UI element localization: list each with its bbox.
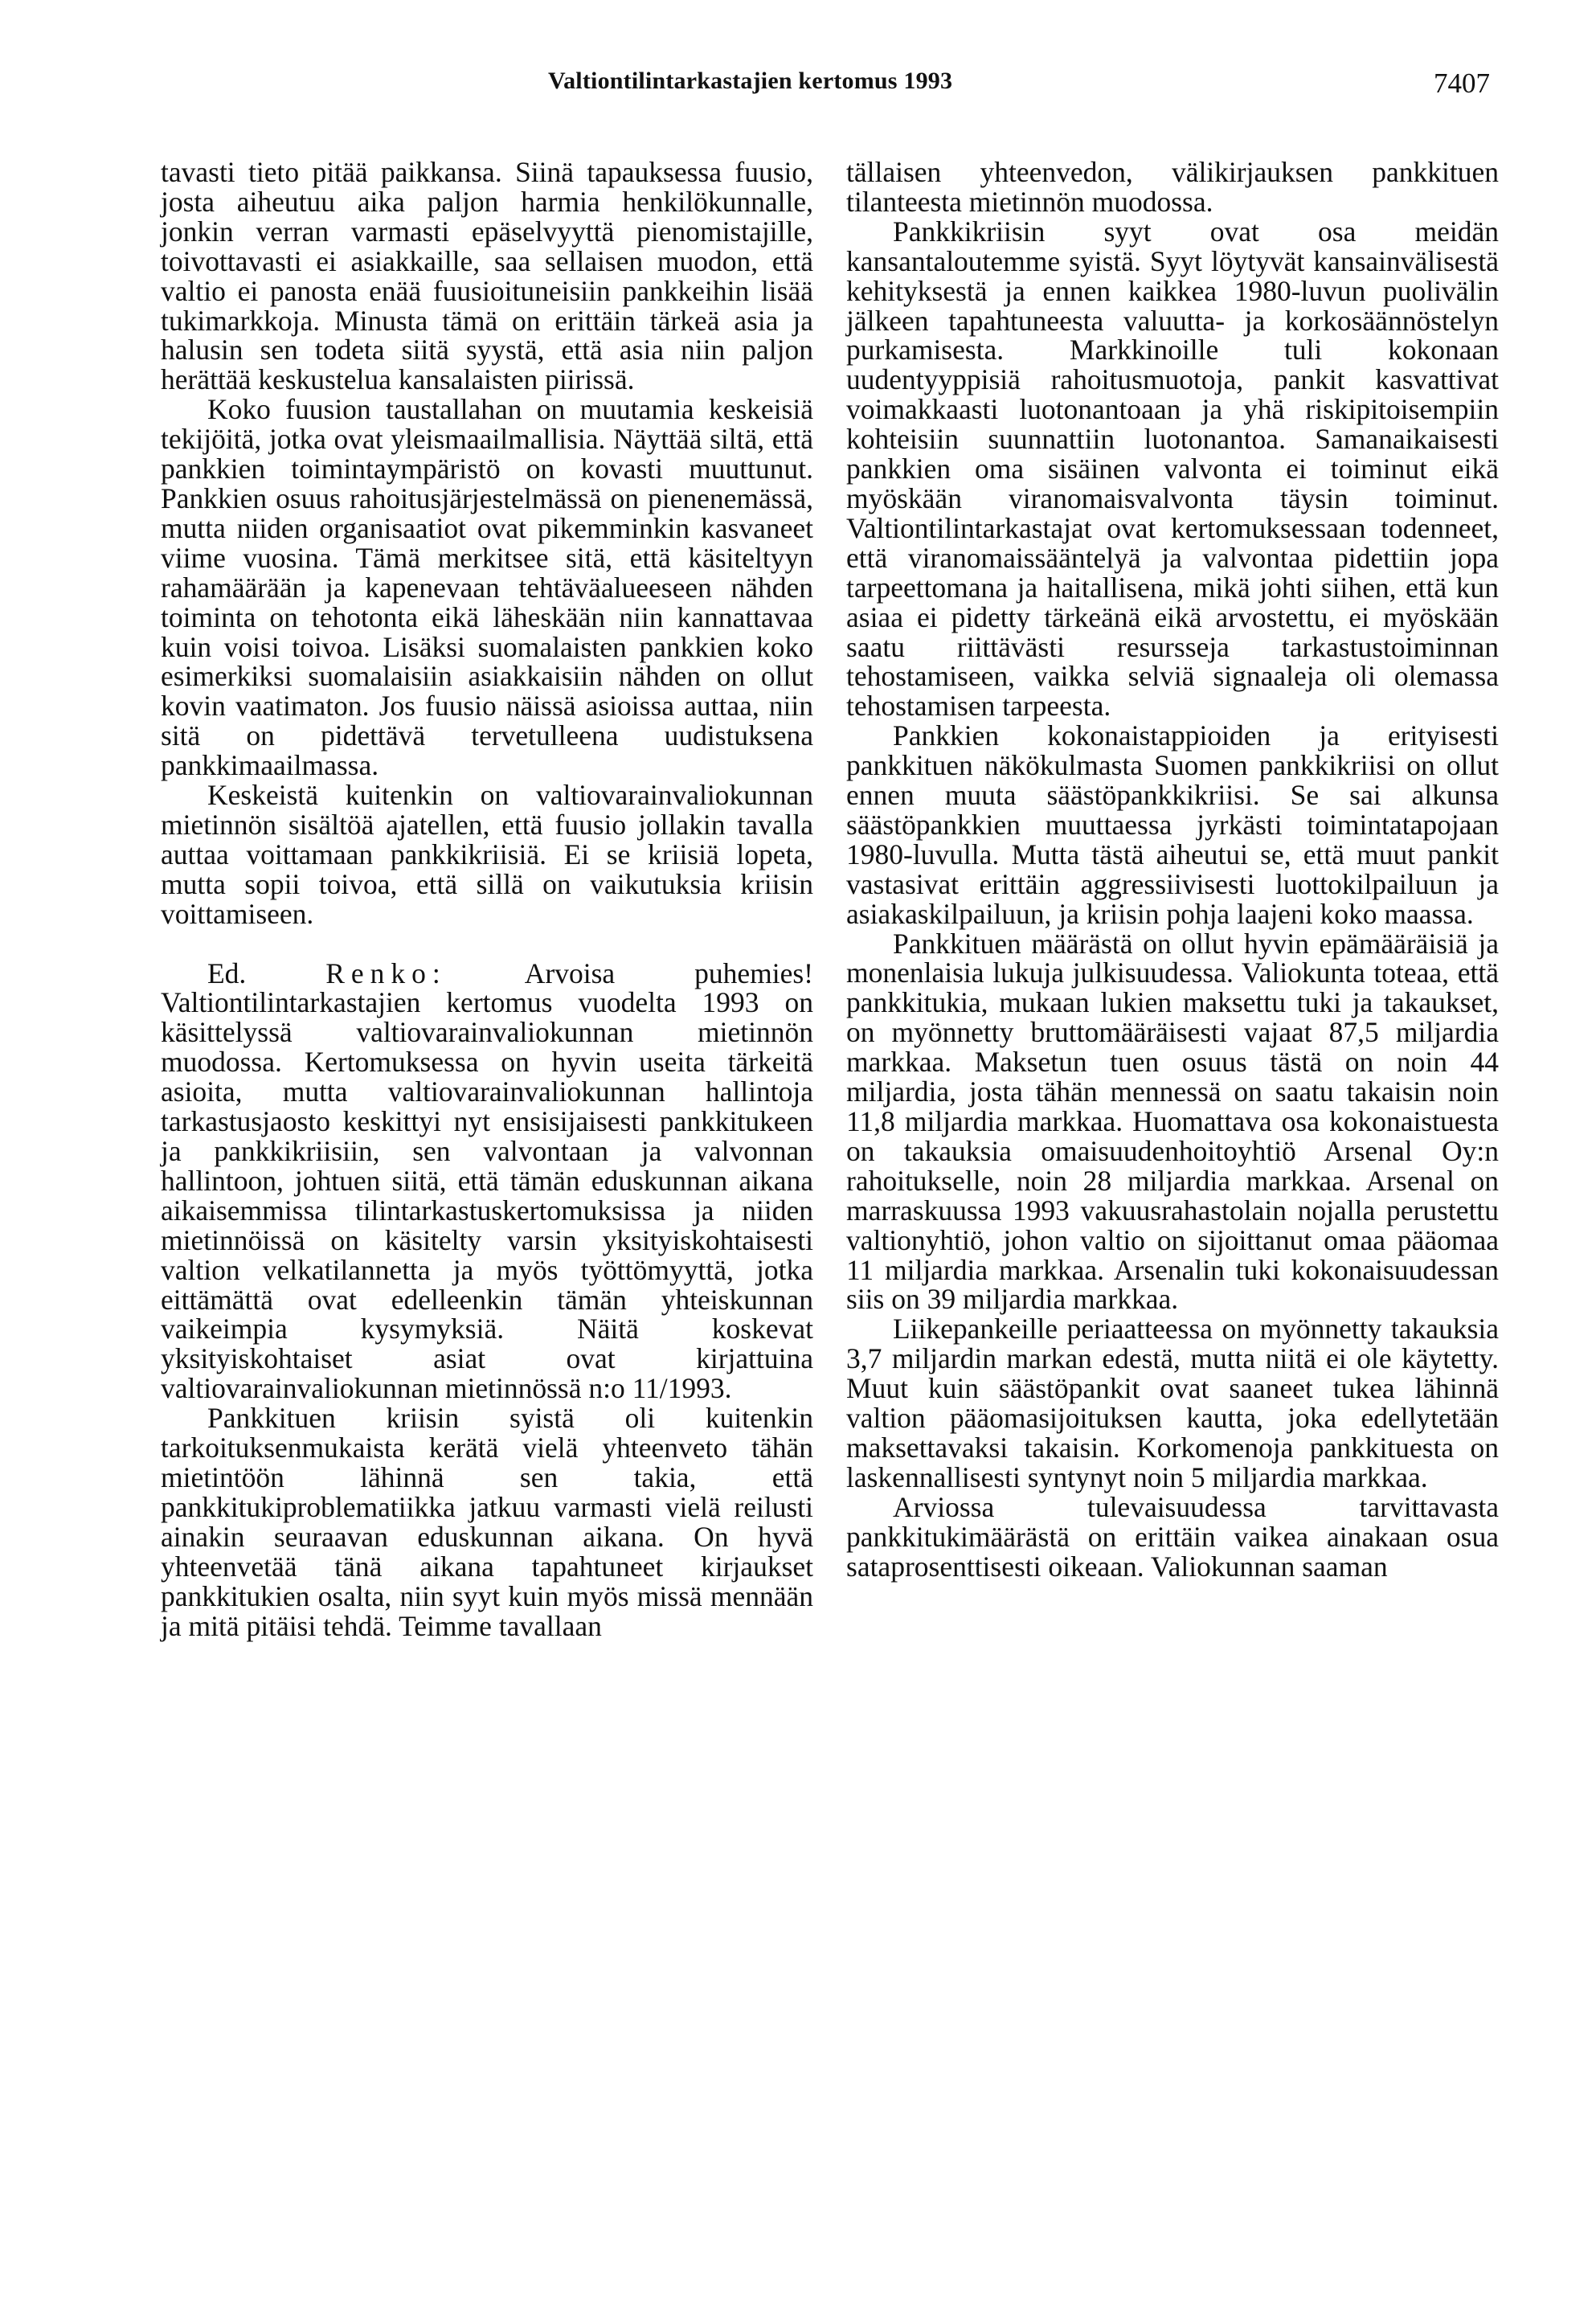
page-number: 7407 <box>1434 68 1490 99</box>
speech-prefix: Ed. <box>207 956 247 989</box>
right-paragraph-4: Pankkituen määrästä on ollut hyvin epämääräisiä ja monenlaisia lukuja julkisuudessa. Valiokunta toteaa, että pankkitukia, mukaan lukien maksettu tuki ja takaukset, on myönnetty bruttomääräisesti vajaat 87,5 miljardia markkaa. Maksetun tuen osuus tästä on noin 44 miljardia, josta tähän mennessä on saatu takaisin noin 11,8 miljardia markkaa. Huomattava osa kokonaistuesta on takauksia omaisuudenhoitoyhtiö Arsenal Oy:n rahoitukselle, noin 28 miljardia markkaa. Arsenal on marraskuussa 1993 vakuusrahastolain nojalla perustettu valtionyhtiö, johon valtio on sijoittanut omaa pääomaa 11 miljardia markkaa. Arsenalin tuki kokonaisuudessan siis on 39 miljardia markkaa. <box>846 927 1499 1316</box>
running-header <box>0 68 1596 108</box>
left-column <box>161 158 813 1640</box>
speech-text: Arvoisa puhemies! Valtiontilintarkastajien kertomus vuodelta 1993 on käsittelyssä valtiovarainvaliokunnan mietinnön muodossa. Kertomuksessa on hyvin useita tärkeitä asioita, mutta valtiovarainvaliokunnan hallintoja tarkastusjaosto keskittyi nyt ensisijaisesti pankkitukeen ja pankkikriisiin, sen valvontaan ja valvonnan hallintoon, johtuen siitä, että tämän eduskunnan aikana aikaisemmissa tilintarkastuskertomuksissa ja niiden mietinnöissä on käsitelty varsin yksityiskohtaisesti valtion velkatilannetta ja myös työttömyyttä, jotka eittämättä ovat edelleenkin tämän yhteiskunnan vaikeimpia kysymyksiä. Näitä koskevat yksityiskohtaiset asiat ovat kirjattuina valtiovarainvaliokunnan mietinnössä n:o 11/1993. <box>161 956 813 1405</box>
speech-paragraph <box>161 956 813 1405</box>
left-paragraph-1: tavasti tieto pitää paikkansa. Siinä tapauksessa fuusio, josta aiheutuu aika paljon harmia henkilökunnalle, jonkin verran varmasti epäselvyyttä pienomistajille, toivottavasti ei asiakkaille, saa sellaisen muodon, että valtio ei panosta enää fuusioituneisiin pankkeihin lisää tukimarkkoja. Minusta tämä on erittäin tärkeä asia ja halusin sen todeta siitä syystä, että asia niin paljon herättää keskustelua kansalaisten piirissä. <box>161 156 813 396</box>
right-paragraph-1: tällaisen yhteenvedon, välikirjauksen pankkituen tilanteesta mietinnön muodossa. <box>846 156 1499 218</box>
right-column <box>846 158 1499 1582</box>
right-paragraph-2: Pankkikriisin syyt ovat osa meidän kansantaloutemme syistä. Syyt löytyvät kansainvälisestä kehityksestä ja ennen kaikkea 1980-luvun puolivälin jälkeen tapahtuneesta valuutta- ja korkosäännöstelyn purkamisesta. Markkinoille tuli kokonaan uudentyyppisiä rahoitusmuotoja, pankit kasvattivat voimakkaasti luotonantoaan ja yhä riskipitoisempiin kohteisiin suunnattiin luotonantoa. Samanaikaisesti pankkien oma sisäinen valvonta ei toiminut eikä myöskään viranomaisvalvonta täysin toiminut. Valtiontilintarkastajat ovat kertomuksessaan todenneet, että viranomaissääntelyä ja valvontaa pidettiin jopa tarpeettomana ja haitallisena, mikä johti siihen, että kun asiaa ei pidetty tärkeänä eikä arvostettu, ei myöskään saatu riittävästi resursseja tarkastustoiminnan tehostamiseen, vaikka selviä signaaleja oli olemassa tehostamisen tarpeesta. <box>846 215 1499 723</box>
right-paragraph-5: Liikepankeille periaatteessa on myönnetty takauksia 3,7 miljardin markan edestä, mutta niitä ei ole käytetty. Muut kuin säästöpankit ovat saaneet tukea lähinnä valtion pääomasijoituksen kautta, joka edellytetään maksettavaksi takaisin. Korkomenoja pankkituesta on laskennallisesti syntynyt noin 5 miljardia markkaa. <box>846 1313 1499 1493</box>
right-paragraph-6: Arviossa tulevaisuudessa tarvittavasta pankkitukimäärästä on erittäin vaikea ainakaan osua sataprosenttisesti oikeaan. Valiokunnan saaman <box>846 1490 1499 1583</box>
header-title: Valtiontilintarkastajien kertomus 1993 <box>548 68 953 94</box>
left-paragraph-5: Pankkituen kriisin syistä oli kuitenkin tarkoituksenmukaista kerätä vielä yhteenveto tähän mietintöön lähinnä sen takia, että pankkitukiproblematiikka jatkuu varmasti vielä reilusti ainakin seuraavan eduskunnan aikana. On hyvä yhteenvetää tänä aikana tapahtuneet kirjaukset pankkitukien osalta, niin syyt kuin myös missä mennään ja mitä pitäisi tehdä. Teimme tavallaan <box>161 1402 813 1642</box>
left-paragraph-2: Koko fuusion taustallahan on muutamia keskeisiä tekijöitä, jotka ovat yleismaailmallisia. Näyttää siltä, että pankkien toimintaympäristö on kovasti muuttunut. Pankkien osuus rahoitusjärjestelmässä on pienenemässä, mutta niiden organisaatiot ovat pikemminkin kasvaneet viime vuosina. Tämä merkitsee sitä, että käsiteltyyn rahamäärään ja kapenevaan tehtäväalueeseen nähden toiminta on tehotonta eikä läheskään niin kannattavaa kuin voisi toivoa. Lisäksi suomalaisten pankkien koko esimerkiksi suomalaisiin asiakkaisiin nähden on ollut kovin vaatimaton. Jos fuusio näissä asioissa auttaa, niin sitä on pidettävä tervetulleena uudistuksena pankkimaailmassa. <box>161 393 813 782</box>
right-paragraph-3: Pankkien kokonaistappioiden ja erityisesti pankkituen näkökulmasta Suomen pankkikriisi on ollut ennen muuta säästöpankkikriisi. Se sai alkunsa säästöpankkien muuttaessa jyrkästi toimintatapojaan 1980-luvulla. Mutta tästä aiheutui se, että muut pankit vastasivat erittäin aggressiivisesti luottokilpailuun ja asiakaskilpailuun, ja kriisin pohja laajeni koko maassa. <box>846 719 1499 930</box>
speaker-name: Renko: <box>325 956 447 989</box>
left-paragraph-3: Keskeistä kuitenkin on valtiovarainvaliokunnan mietinnön sisältöä ajatellen, että fuusio jollakin tavalla auttaa voittamaan pankkikriisiä. Ei se kriisiä lopeta, mutta sopii toivoa, että sillä on vaikutuksia kriisin voittamiseen. <box>161 779 813 930</box>
